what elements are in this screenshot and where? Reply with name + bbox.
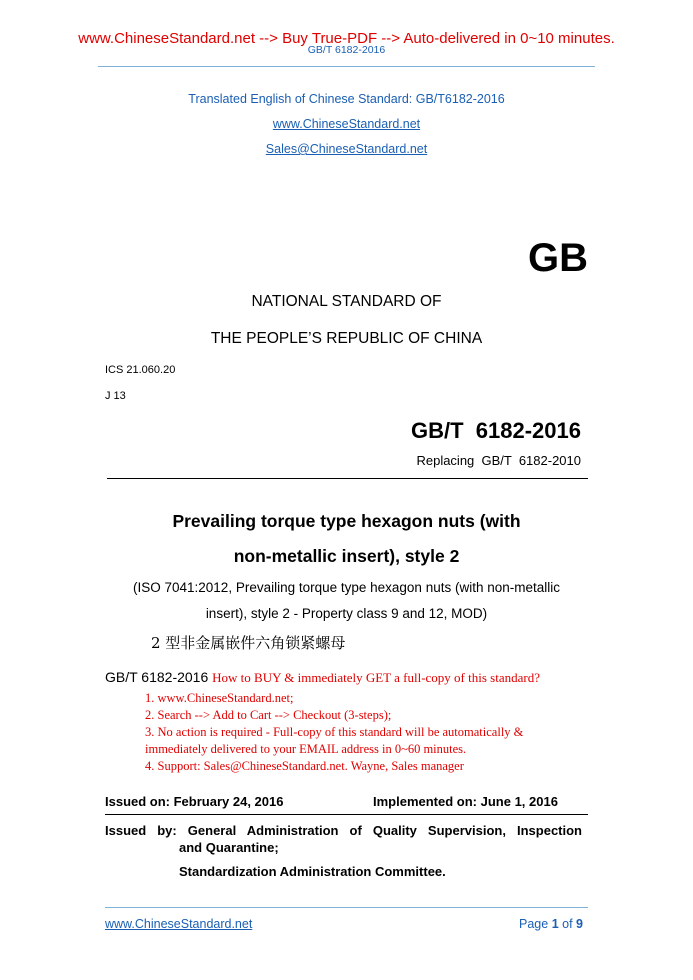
issued-by-authority-2: Standardization Administration Committee. bbox=[179, 864, 446, 879]
national-standard-heading: NATIONAL STANDARD OF bbox=[251, 293, 442, 310]
title-line-1: Prevailing torque type hexagon nuts (with bbox=[172, 511, 521, 531]
footer-rule bbox=[105, 907, 588, 908]
page-indicator bbox=[519, 917, 583, 931]
standard-number: GB/T 6182-2016 bbox=[411, 418, 581, 443]
promo-banner[interactable]: www.ChineseStandard.net --> Buy True-PDF --> Auto-delivered in 0~10 minutes. bbox=[78, 30, 615, 47]
running-header: GB/T 6182-2016 bbox=[307, 44, 386, 56]
header-rule bbox=[98, 66, 595, 67]
country-heading: THE PEOPLE’S REPUBLIC OF CHINA bbox=[210, 330, 483, 347]
buy-step[interactable]: 1. www.ChineseStandard.net; bbox=[145, 691, 294, 705]
buy-headline bbox=[105, 669, 540, 686]
ics-code: ICS 21.060.20 bbox=[105, 364, 176, 376]
issued-by-authority-1: General Administration of Quality Supervision, Inspection bbox=[187, 823, 582, 838]
page-total: 9 bbox=[576, 917, 583, 931]
iso-reference-line-2: insert), style 2 - Property class 9 and 12, MOD) bbox=[205, 606, 488, 621]
translated-note: Translated English of Chinese Standard: GB/T6182-2016 bbox=[188, 92, 505, 106]
replacing-note: Replacing GB/T 6182-2010 bbox=[416, 453, 581, 468]
page-of: of bbox=[562, 917, 573, 931]
buy-step: 3. No action is required - Full-copy of this standard will be automatically & bbox=[145, 725, 524, 739]
issued-by-authority-1-cont: and Quarantine; bbox=[179, 840, 279, 855]
buy-steps bbox=[145, 690, 523, 775]
issued-on-date: Issued on: February 24, 2016 bbox=[105, 794, 284, 809]
buy-step[interactable]: 4. Support: Sales@ChineseStandard.net. Wayne, Sales manager bbox=[145, 759, 464, 773]
page-label: Page bbox=[519, 917, 549, 931]
sales-email-link[interactable]: Sales@ChineseStandard.net bbox=[265, 142, 428, 156]
buy-standard-code: GB/T 6182-2016 bbox=[105, 669, 209, 685]
iso-reference-line-1: (ISO 7041:2012, Prevailing torque type hexagon nuts (with non-metallic bbox=[133, 580, 560, 595]
gb-mark: GB bbox=[528, 236, 588, 280]
issued-by-block bbox=[105, 822, 582, 880]
page-number: 1 bbox=[551, 917, 559, 931]
buy-step: 2. Search --> Add to Cart --> Checkout (3-steps); bbox=[145, 708, 392, 722]
issued-by-label: Issued by: bbox=[105, 823, 177, 838]
buy-instruction[interactable]: How to BUY & immediately GET a full-copy of this standard? bbox=[212, 670, 540, 685]
buy-step: immediately delivered to your EMAIL address in 0~60 minutes. bbox=[145, 742, 467, 756]
title-line-2: non-metallic insert), style 2 bbox=[233, 546, 460, 566]
footer-site-link[interactable]: www.ChineseStandard.net bbox=[105, 917, 253, 931]
implemented-on-date: Implemented on: June 1, 2016 bbox=[373, 794, 558, 809]
issued-rule bbox=[105, 814, 588, 815]
site-link[interactable]: www.ChineseStandard.net bbox=[272, 117, 421, 131]
ccs-code: J 13 bbox=[105, 390, 126, 402]
chinese-title: 2 型非金属嵌件六角锁紧螺母 bbox=[151, 634, 346, 652]
title-rule bbox=[107, 478, 588, 479]
